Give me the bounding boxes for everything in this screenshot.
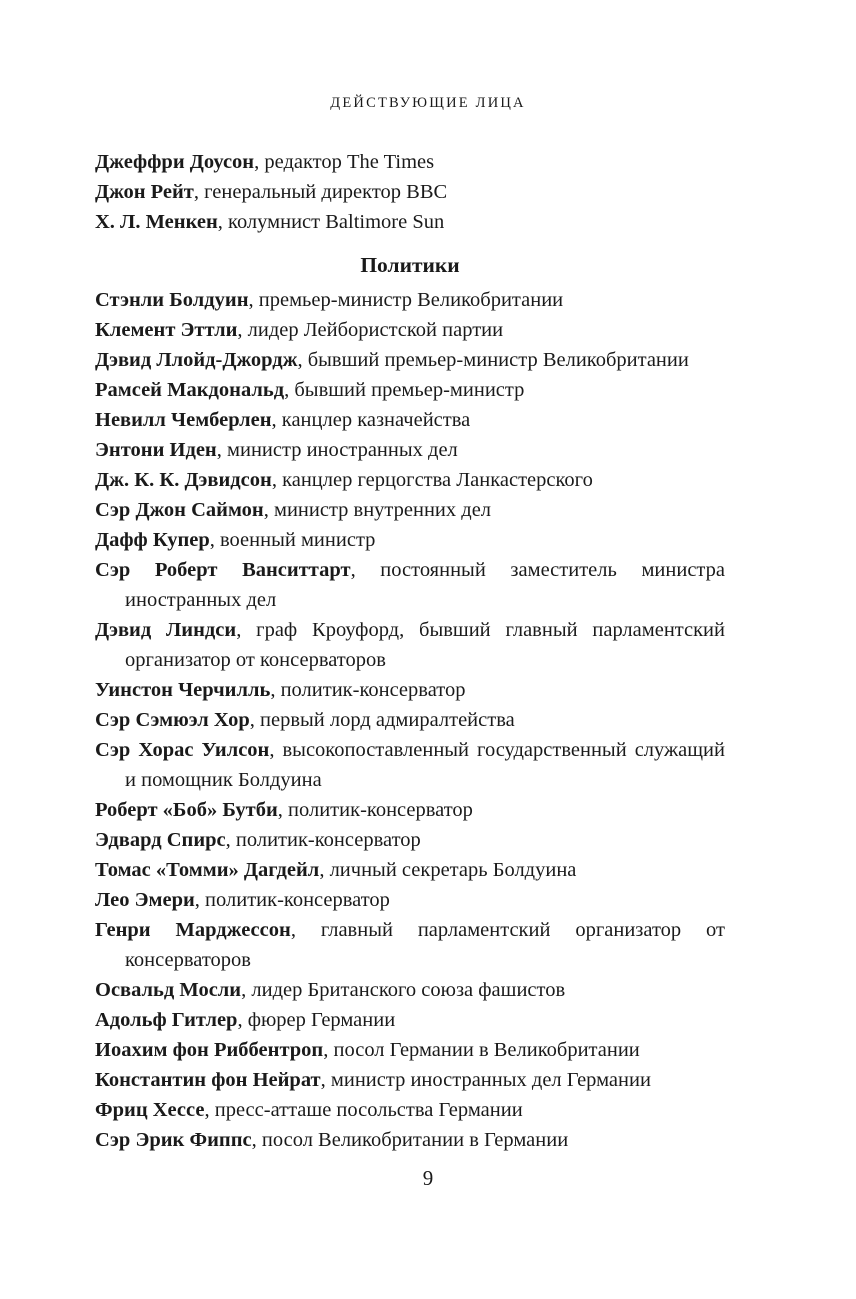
press-list	[95, 147, 725, 237]
character-role: министр иностранных дел	[227, 439, 458, 461]
character-name: Лео Эмери	[95, 889, 195, 911]
character-name: Клемент Эттли	[95, 319, 238, 341]
character-role: постоянный заместитель министра иностранных дел	[125, 559, 725, 611]
list-item: Фриц Хессе, пресс-атташе посольства Германии	[95, 1099, 523, 1121]
character-name: Энтони Иден	[95, 439, 217, 461]
section-heading-politicians: Политики	[360, 253, 460, 277]
list-item: Уинстон Черчилль, политик-консерватор	[95, 679, 466, 701]
list-item: Сэр Роберт Ванситтарт, постоянный заместитель министра иностранных дел	[95, 559, 725, 611]
character-role: министр иностранных дел Германии	[330, 1069, 651, 1091]
character-role: министр внутренних дел	[273, 499, 492, 521]
character-name: Джеффри Доусон	[95, 151, 255, 173]
list-item: Иоахим фон Риббентроп, посол Германии в Великобритании	[95, 1039, 640, 1061]
character-role: фюрер Германии	[247, 1009, 396, 1031]
list-item: Лео Эмери, политик-консерватор	[95, 889, 390, 911]
character-name: Генри Марджессон	[95, 919, 291, 941]
list-item: Генри Марджессон, главный парламентский организатор от консерваторов	[95, 919, 725, 971]
list-item: Освальд Мосли, лидер Британского союза фашистов	[95, 979, 566, 1001]
character-name: Уинстон Черчилль	[95, 679, 271, 701]
character-name: Дэвид Ллойд-Джордж	[95, 349, 298, 371]
character-role: посол Германии в Великобритании	[333, 1039, 640, 1061]
character-role: политик-консерватор	[280, 679, 466, 701]
character-name: Дж. К. К. Дэвидсон	[95, 469, 272, 491]
list-item: Стэнли Болдуин, премьер-министр Великобритании	[95, 289, 564, 311]
politicians-list	[95, 285, 725, 1155]
character-role: бывший премьер-министр Великобритании	[307, 349, 689, 371]
character-list	[95, 147, 725, 1155]
character-role: личный секретарь Болдуина	[329, 859, 577, 881]
list-item: Энтони Иден, министр иностранных дел	[95, 439, 458, 461]
character-role: премьер-министр Великобритании	[258, 289, 564, 311]
character-name: Роберт «Боб» Бутби	[95, 799, 278, 821]
character-name: Адольф Гитлер	[95, 1009, 238, 1031]
running-head: ДЕЙСТВУЮЩИЕ ЛИЦА	[330, 95, 526, 111]
character-role: политик-консерватор	[205, 889, 390, 911]
list-item: Томас «Томми» Дагдейл, личный секретарь Болдуина	[95, 859, 577, 881]
list-item: Сэр Джон Саймон, министр внутренних дел	[95, 499, 492, 521]
list-item: Джеффри Доусон, редактор The Times	[95, 151, 435, 173]
list-item: Джон Рейт, генеральный директор BBC	[95, 181, 448, 203]
list-item: Дэвид Ллойд-Джордж, бывший премьер-министр Великобритании	[95, 349, 689, 371]
list-item: Роберт «Боб» Бутби, политик-консерватор	[95, 799, 473, 821]
character-name: Константин фон Нейрат	[95, 1069, 321, 1091]
character-name: Сэр Сэмюэл Хор	[95, 709, 250, 731]
character-role: военный министр	[220, 529, 376, 551]
character-role: канцлер казначейства	[281, 409, 471, 431]
character-name: Невилл Чемберлен	[95, 409, 272, 431]
character-name: Рамсей Макдональд	[95, 379, 285, 401]
character-role: лидер Британского союза фашистов	[251, 979, 566, 1001]
character-name: Томас «Томми» Дагдейл	[95, 859, 320, 881]
character-role: генеральный директор BBC	[204, 181, 448, 203]
list-item: Дж. К. К. Дэвидсон, канцлер герцогства Ланкастерского	[95, 469, 593, 491]
character-name: Освальд Мосли	[95, 979, 242, 1001]
character-name: Фриц Хессе	[95, 1099, 205, 1121]
list-item: Х. Л. Менкен, колумнист Baltimore Sun	[95, 211, 445, 233]
character-name: Дафф Купер	[95, 529, 210, 551]
character-role: главный парламентский организатор от консерваторов	[125, 919, 725, 971]
character-role: первый лорд адмиралтейства	[260, 709, 515, 731]
character-name: Х. Л. Менкен	[95, 211, 218, 233]
character-name: Стэнли Болдуин	[95, 289, 249, 311]
character-role: высокопоставленный государственный служащий и помощник Болдуина	[125, 739, 725, 791]
character-role: политик-консерватор	[235, 829, 421, 851]
character-role: пресс-атташе посольства Германии	[214, 1099, 523, 1121]
character-name: Сэр Эрик Фиппс	[95, 1129, 252, 1151]
list-item: Рамсей Макдональд, бывший премьер-министр	[95, 379, 525, 401]
character-role: редактор The Times	[264, 151, 435, 173]
character-name: Сэр Роберт Ванситтарт	[95, 559, 351, 581]
list-item: Сэр Хорас Уилсон, высокопоставленный государственный служащий и помощник Болдуина	[95, 739, 725, 791]
list-item: Сэр Эрик Фиппс, посол Великобритании в Германии	[95, 1129, 569, 1151]
character-name: Иоахим фон Риббентроп	[95, 1039, 324, 1061]
list-item: Сэр Сэмюэл Хор, первый лорд адмиралтейства	[95, 709, 515, 731]
character-role: посол Великобритании в Германии	[261, 1129, 569, 1151]
character-role: колумнист Baltimore Sun	[228, 211, 445, 233]
character-role: политик-консерватор	[288, 799, 473, 821]
character-role: бывший премьер-министр	[294, 379, 525, 401]
list-item: Дэвид Линдси, граф Кроуфорд, бывший главный парламентский организатор от консерваторов	[95, 619, 726, 671]
list-item: Клемент Эттли, лидер Лейбористской партии	[95, 319, 504, 341]
list-item: Эдвард Спирс, политик-консерватор	[95, 829, 421, 851]
list-item: Дафф Купер, военный министр	[95, 529, 376, 551]
character-name: Дэвид Линдси	[95, 619, 237, 641]
character-name: Сэр Хорас Уилсон	[95, 739, 270, 761]
list-item: Невилл Чемберлен, канцлер казначейства	[95, 409, 471, 431]
character-name: Сэр Джон Саймон	[95, 499, 264, 521]
character-name: Эдвард Спирс	[95, 829, 226, 851]
character-name: Джон Рейт	[95, 181, 194, 203]
character-role: граф Кроуфорд, бывший главный парламентский организатор от консерваторов	[125, 619, 726, 671]
character-role: лидер Лейбористской партии	[247, 319, 504, 341]
list-item: Адольф Гитлер, фюрер Германии	[95, 1009, 396, 1031]
page-number: 9	[422, 1166, 434, 1190]
character-role: канцлер герцогства Ланкастерского	[282, 469, 593, 491]
list-item: Константин фон Нейрат, министр иностранных дел Германии	[95, 1069, 651, 1091]
